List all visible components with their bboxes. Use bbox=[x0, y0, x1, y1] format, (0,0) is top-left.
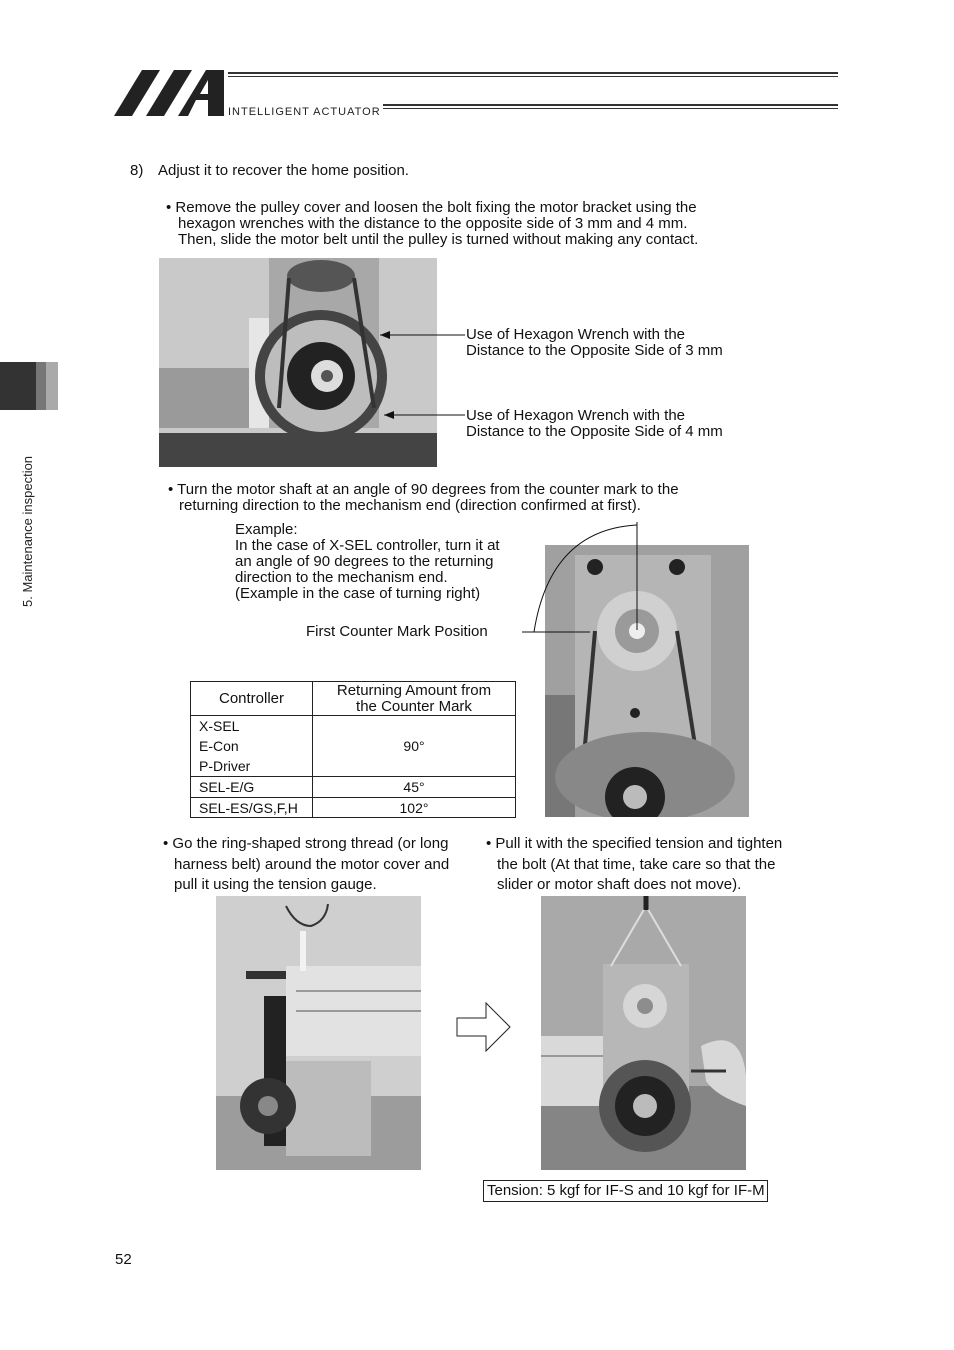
table-row3-controller: SEL-ES/GS,F,H bbox=[191, 798, 313, 818]
header-rule-top bbox=[228, 72, 838, 74]
step-text: Adjust it to recover the home position. bbox=[158, 162, 409, 179]
callout-3mm-line1: Use of Hexagon Wrench with the bbox=[466, 326, 686, 343]
rotation-arc-indicator bbox=[520, 520, 650, 650]
header-rule-bottom bbox=[383, 104, 838, 106]
bullet1-line3: Then, slide the motor belt until the pulley is turned without making any contact. bbox=[178, 231, 699, 248]
bullet4-line3: slider or motor shaft does not move). bbox=[497, 876, 742, 893]
bullet3-line1: • Go the ring-shaped strong thread (or long bbox=[163, 835, 449, 852]
table-header-returning bbox=[313, 682, 516, 716]
example-line2: In the case of X-SEL controller, turn it at bbox=[235, 537, 500, 554]
page-number: 52 bbox=[115, 1251, 132, 1268]
callout-3mm-line2: Distance to the Opposite Side of 3 mm bbox=[466, 342, 723, 359]
header-rule-top-thin bbox=[228, 76, 838, 77]
example-line1: Example: bbox=[235, 521, 298, 538]
side-section-label: 5. Maintenance inspection bbox=[20, 455, 35, 607]
returning-amount-table bbox=[190, 681, 516, 818]
table-header-returning-line2: the Counter Mark bbox=[356, 697, 472, 715]
callout-leaders bbox=[370, 320, 470, 430]
tension-side-photo-graphic bbox=[216, 896, 421, 1170]
controller-pdriver: P-Driver bbox=[199, 758, 251, 774]
callout-4mm-line1: Use of Hexagon Wrench with the bbox=[466, 407, 686, 424]
bullet4-line1: • Pull it with the specified tension and tighten bbox=[486, 835, 783, 852]
table-header-controller: Controller bbox=[191, 682, 313, 716]
brand-text: INTELLIGENT ACTUATOR bbox=[228, 106, 381, 118]
table-row2-value: 45° bbox=[313, 777, 516, 798]
table-header-returning-line1: Returning Amount from bbox=[336, 681, 492, 699]
table-row3-value: 102° bbox=[313, 798, 516, 818]
table-row-group1-controllers bbox=[191, 716, 313, 777]
bullet4-line2: the bolt (At that time, take care so that the bbox=[497, 856, 776, 873]
photo-tension-gauge-side bbox=[216, 896, 421, 1170]
photo-tighten-bolt bbox=[541, 896, 746, 1170]
iai-logo bbox=[112, 68, 226, 118]
header-rule-bottom-thin bbox=[383, 108, 838, 109]
step-number: 8) bbox=[130, 162, 144, 179]
bullet2-line2: returning direction to the mechanism end (direction confirmed at first). bbox=[179, 497, 641, 514]
example-line5: (Example in the case of turning right) bbox=[235, 585, 481, 602]
tighten-bolt-photo-graphic bbox=[541, 896, 746, 1170]
example-line3: an angle of 90 degrees to the returning bbox=[235, 553, 494, 570]
next-step-arrow-icon bbox=[456, 1002, 512, 1052]
tension-note: Tension: 5 kgf for IF-S and 10 kgf for IF-M bbox=[483, 1180, 768, 1202]
example-line4: direction to the mechanism end. bbox=[235, 569, 448, 586]
table-row2-controller: SEL-E/G bbox=[191, 777, 313, 798]
controller-econ: E-Con bbox=[199, 738, 239, 754]
bullet3-line2: harness belt) around the motor cover and bbox=[174, 856, 450, 873]
section-tab-mid bbox=[36, 362, 46, 410]
controller-xsel: X-SEL bbox=[199, 718, 240, 734]
bullet1-line1: • Remove the pulley cover and loosen the bolt fixing the motor bracket using the bbox=[166, 199, 697, 216]
table-row-group1-value: 90° bbox=[313, 716, 516, 777]
section-tab bbox=[0, 362, 36, 410]
bullet2-line1: • Turn the motor shaft at an angle of 90 degrees from the counter mark to the bbox=[168, 481, 679, 498]
callout-4mm-line2: Distance to the Opposite Side of 4 mm bbox=[466, 423, 723, 440]
bullet1-line2: hexagon wrenches with the distance to the opposite side of 3 mm and 4 mm. bbox=[178, 215, 688, 232]
counter-mark-label: First Counter Mark Position bbox=[306, 623, 488, 640]
bullet3-line3: pull it using the tension gauge. bbox=[174, 876, 377, 893]
section-tab-light bbox=[46, 362, 58, 410]
